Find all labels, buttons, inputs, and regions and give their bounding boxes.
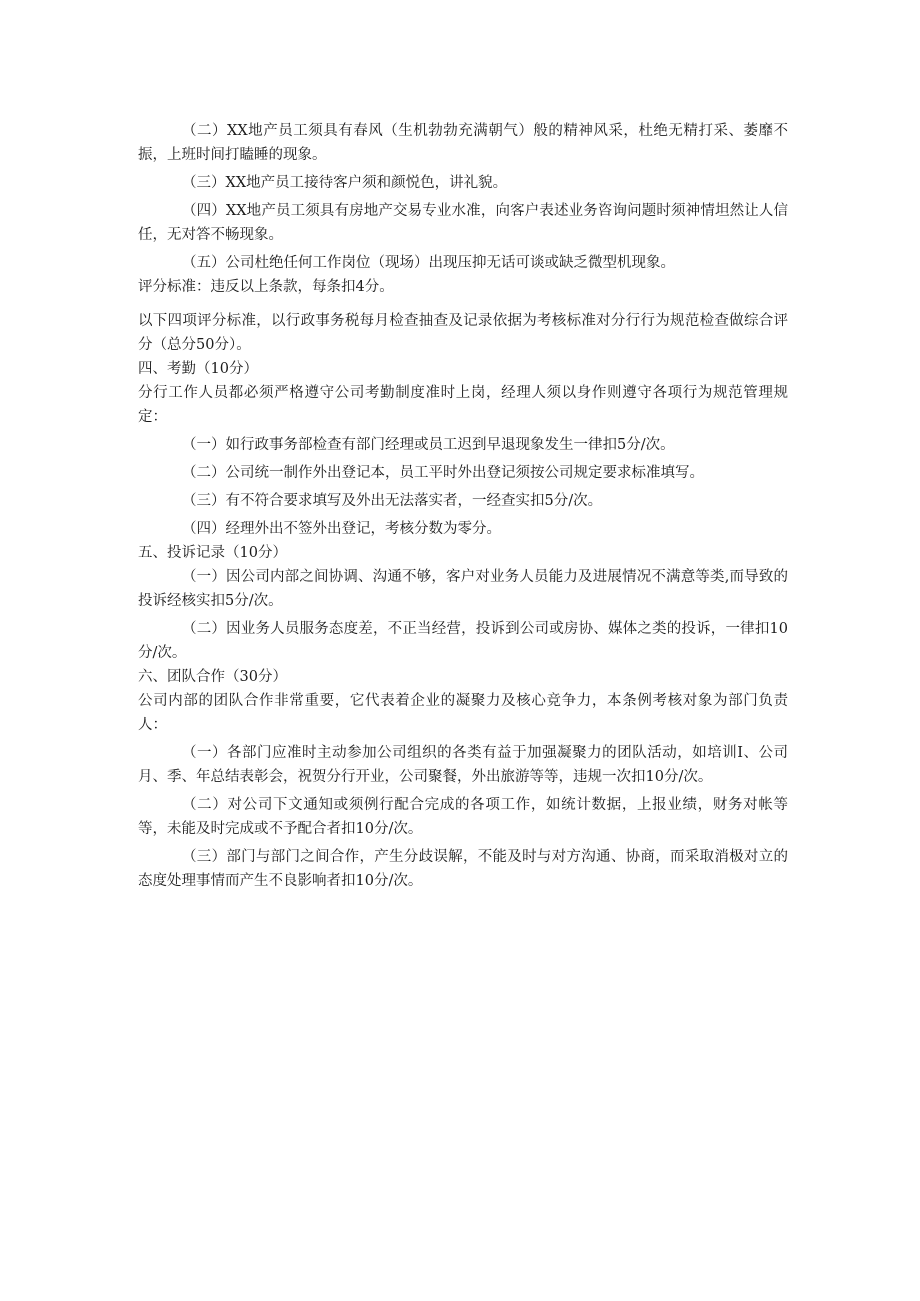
scoring-standard: 评分标准：违反以上条款，每条扣4分。 [138,279,394,295]
section3-item-5: （五）公司杜绝任何工作岗位（现场）出现压抑无话可谈或缺乏微型机现象。 [182,255,675,271]
section4-item-1: （一）如行政事务部检查有部门经理或员工迟到早退现象发生一律扣5分/次。 [182,437,675,453]
section4-item-3: （三）有不符合要求填写及外出无法落实者，一经查实扣5分/次。 [182,493,603,509]
section5-title: 五、投诉记录（10分） [138,545,287,561]
section6-title: 六、团队合作（30分） [138,669,287,685]
section3-item-3: （三）XX地产员工接待客户须和颜悦色，讲礼貌。 [182,175,508,191]
section4-item-2: （二）公司统一制作外出登记本，员工平时外出登记须按公司规定要求标准填写。 [182,465,704,481]
document-page [138,119,788,893]
section4-item-4: （四）经理外出不签外出登记，考核分数为零分。 [182,521,501,537]
section3-item-2: （二）XX地产员工须具有春风（生机勃勃充满朝气）般的精神风采，杜绝无精打采、萎靡不振，上班时间打瞌睡的现象。 [138,123,788,163]
section6-intro: 公司内部的团队合作非常重要，它代表着企业的凝聚力及核心竞争力，本条例考核对象为部门负责人： [138,693,788,733]
section6-item-3: （三）部门与部门之间合作，产生分歧误解，不能及时与对方沟通、协商，而采取消极对立的态度处理事情而产生不良影响者扣10分/次。 [138,849,788,889]
section5-item-2: （二）因业务人员服务态度差，不正当经营，投诉到公司或房协、媒体之类的投诉，一律扣10分/次。 [138,621,788,661]
section6-item-1: （一）各部门应准时主动参加公司组织的各类有益于加强凝聚力的团队活动，如培训I、公司月、季、年总结表彰会，祝贺分行开业，公司聚餐，外出旅游等等，违规一次扣10分/次。 [138,745,788,785]
section3-item-4: （四）XX地产员工须具有房地产交易专业水准，向客户表述业务咨询问题时须神情坦然让人信任，无对答不畅现象。 [138,203,788,243]
section6-item-2: （二）对公司下文通知或须例行配合完成的各项工作，如统计数据，上报业绩，财务对帐等等，未能及时完成或不予配合者扣10分/次。 [138,797,788,837]
summary-paragraph: 以下四项评分标准，以行政事务税每月检查抽查及记录依据为考核标准对分行行为规范检查做综合评分（总分50分）。 [138,313,788,353]
section4-intro: 分行工作人员都必须严格遵守公司考勤制度准时上岗，经理人须以身作则遵守各项行为规范管理规定： [138,385,788,425]
section4-title: 四、考勤（10分） [138,361,258,377]
section5-item-1: （一）因公司内部之间协调、沟通不够，客户对业务人员能力及进展情况不满意等类,而导致的投诉经核实扣5分/次。 [138,569,788,609]
